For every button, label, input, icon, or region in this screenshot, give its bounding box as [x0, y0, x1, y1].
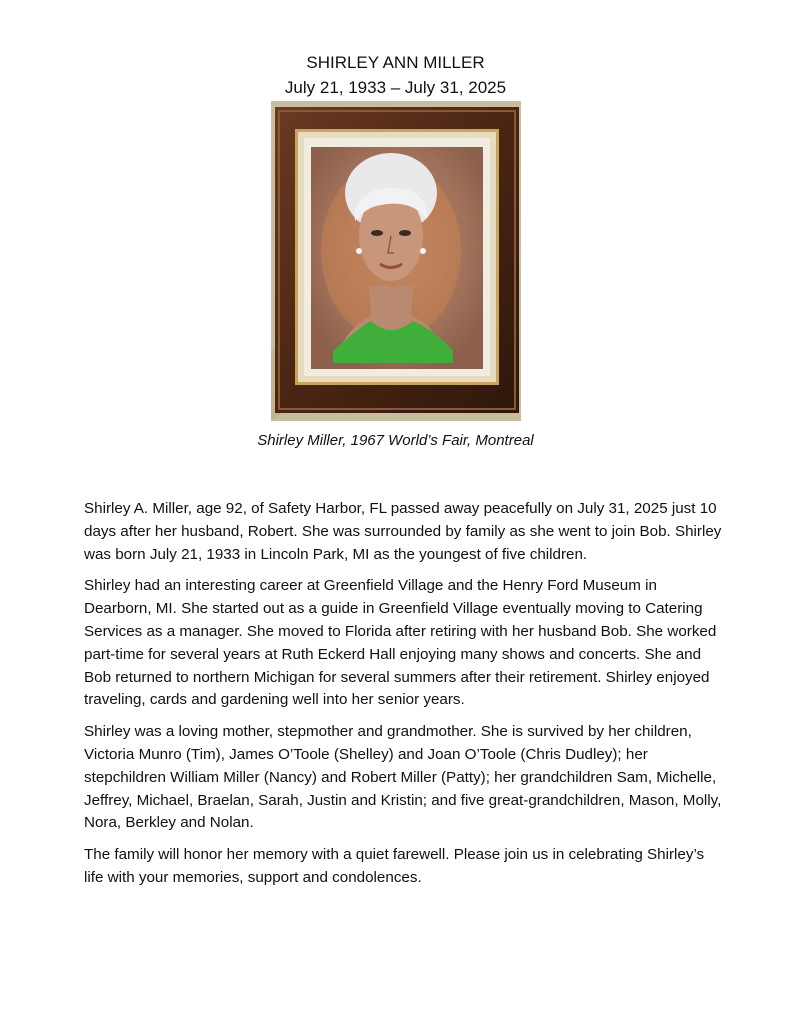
deceased-name: SHIRLEY ANN MILLER	[306, 53, 485, 72]
obituary-body	[84, 498, 724, 899]
obituary-header	[0, 50, 791, 100]
life-dates: July 21, 1933 – July 31, 2025	[284, 78, 507, 97]
paragraph-farewell: The family will honor her memory with a quiet farewell. Please join us in celebrating Shirley’s life with your memories, support and condolences.	[84, 846, 705, 886]
paragraph-survivors: Shirley was a loving mother, stepmother and grandmother. She is survived by her children, Victoria Munro (Tim), James O’Toole (Shelley) and Joan O’Toole (Chris Dudley); her stepchildren William Miller (Nancy) and Robert Miller (Patty); her grandchildren Sam, Michelle, Jeffrey, Michael, Braelan, Sarah, Justin and Kristin; and five great-grandchildren, Mason, Molly, Nora, Berkley and Nolan.	[84, 723, 722, 832]
paragraph-career: Shirley had an interesting career at Greenfield Village and the Henry Ford Museum in Dearborn, MI. She started out as a guide in Greenfield Village eventually moving to Catering Services as a manager. She moved to Florida after retiring with her husband Bob. She worked part-time for several years at Ruth Eckerd Hall enjoying many shows and concerts. She and Bob returned to northern Michigan for several summers after their retirement. Shirley enjoyed traveling, cards and gardening well into her senior years.	[84, 577, 717, 709]
framed-portrait-photo	[271, 101, 521, 421]
paragraph-intro: Shirley A. Miller, age 92, of Safety Harbor, FL passed away peacefully on July 31, 2025 just 10 days after her husband, Robert. She was surrounded by family as she went to join Bob. Shirley was born July 21, 1933 in Lincoln Park, MI as the youngest of five children.	[84, 500, 722, 563]
photo-caption: Shirley Miller, 1967 World’s Fair, Montreal	[257, 432, 534, 449]
